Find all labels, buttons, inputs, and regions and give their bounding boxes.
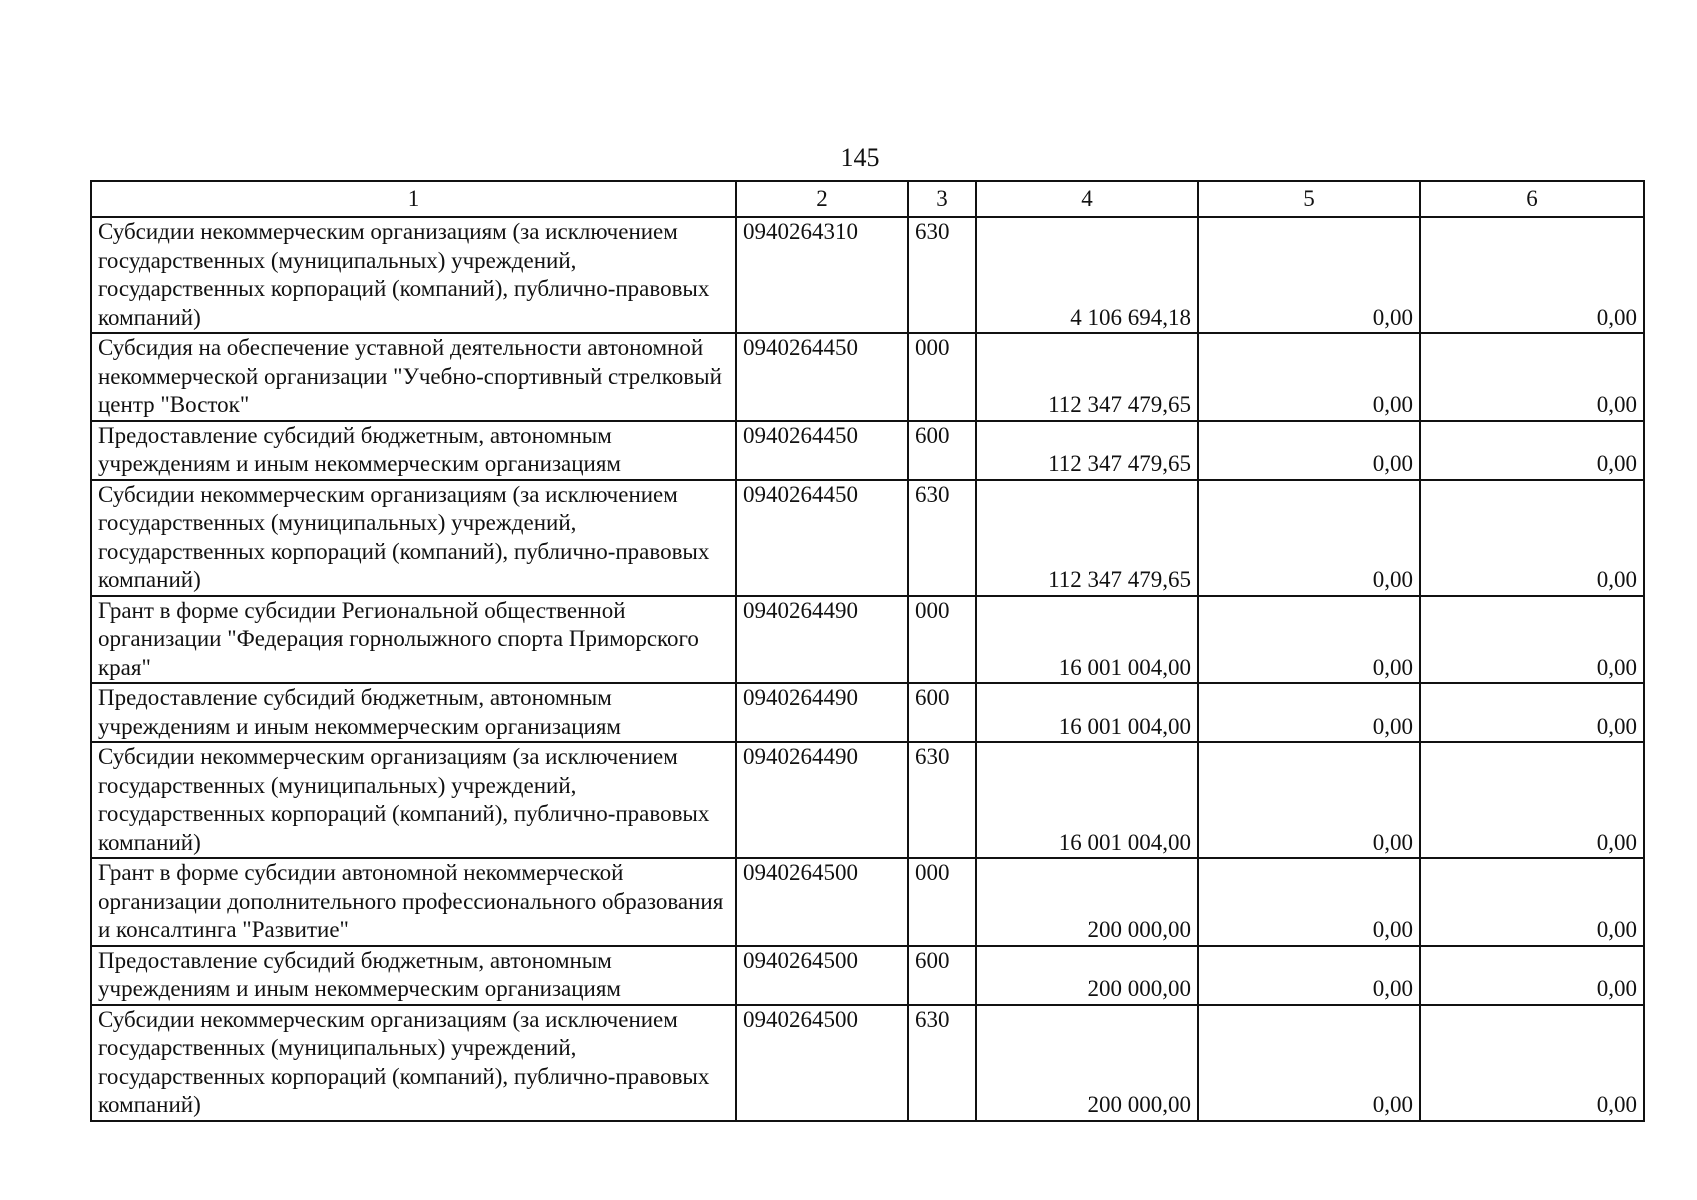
table-row [91, 596, 1644, 684]
row-expense-type: 630 [908, 742, 976, 858]
row-expense-type: 000 [908, 858, 976, 946]
table-row [91, 217, 1644, 333]
table-row [91, 333, 1644, 421]
header-col-6: 6 [1420, 181, 1644, 217]
row-name: Субсидии некоммерческим организациям (за исключением государственных (муниципальных) учреждений, государственных корпораций (компаний), публично-правовых компаний) [91, 480, 736, 596]
table-row [91, 480, 1644, 596]
row-amount-col5: 0,00 [1198, 742, 1420, 858]
row-amount-col5: 0,00 [1198, 858, 1420, 946]
row-amount-col4: 16 001 004,00 [976, 596, 1198, 684]
budget-table [90, 180, 1645, 1122]
row-expense-type: 600 [908, 421, 976, 480]
row-amount-col4: 200 000,00 [976, 1005, 1198, 1121]
header-col-4: 4 [976, 181, 1198, 217]
row-amount-col6: 0,00 [1420, 683, 1644, 742]
row-expense-type: 630 [908, 1005, 976, 1121]
table-row [91, 946, 1644, 1005]
row-amount-col6: 0,00 [1420, 742, 1644, 858]
row-amount-col6: 0,00 [1420, 946, 1644, 1005]
table-row [91, 1005, 1644, 1121]
row-code: 0940264450 [736, 333, 908, 421]
row-amount-col5: 0,00 [1198, 421, 1420, 480]
row-expense-type: 630 [908, 217, 976, 333]
header-col-5: 5 [1198, 181, 1420, 217]
row-name: Субсидии некоммерческим организациям (за исключением государственных (муниципальных) учреждений, государственных корпораций (компаний), публично-правовых компаний) [91, 217, 736, 333]
row-amount-col5: 0,00 [1198, 217, 1420, 333]
row-amount-col4: 16 001 004,00 [976, 683, 1198, 742]
row-amount-col5: 0,00 [1198, 596, 1420, 684]
row-code: 0940264500 [736, 946, 908, 1005]
table-row [91, 858, 1644, 946]
row-code: 0940264500 [736, 858, 908, 946]
row-amount-col5: 0,00 [1198, 946, 1420, 1005]
row-name: Предоставление субсидий бюджетным, автономным учреждениям и иным некоммерческим организациям [91, 683, 736, 742]
row-amount-col4: 200 000,00 [976, 946, 1198, 1005]
row-amount-col4: 112 347 479,65 [976, 333, 1198, 421]
row-name: Предоставление субсидий бюджетным, автономным учреждениям и иным некоммерческим организациям [91, 421, 736, 480]
table-row [91, 683, 1644, 742]
row-amount-col4: 112 347 479,65 [976, 421, 1198, 480]
row-amount-col4: 16 001 004,00 [976, 742, 1198, 858]
row-amount-col6: 0,00 [1420, 1005, 1644, 1121]
row-amount-col6: 0,00 [1420, 333, 1644, 421]
table-row [91, 742, 1644, 858]
row-amount-col6: 0,00 [1420, 217, 1644, 333]
row-amount-col5: 0,00 [1198, 480, 1420, 596]
row-amount-col5: 0,00 [1198, 333, 1420, 421]
table-row [91, 421, 1644, 480]
header-col-2: 2 [736, 181, 908, 217]
header-col-3: 3 [908, 181, 976, 217]
row-name: Грант в форме субсидии Региональной общественной организации "Федерация горнолыжного спорта Приморского края" [91, 596, 736, 684]
row-amount-col6: 0,00 [1420, 480, 1644, 596]
row-amount-col5: 0,00 [1198, 683, 1420, 742]
row-amount-col6: 0,00 [1420, 596, 1644, 684]
row-expense-type: 600 [908, 946, 976, 1005]
row-code: 0940264310 [736, 217, 908, 333]
row-code: 0940264490 [736, 683, 908, 742]
header-row [91, 181, 1644, 217]
row-code: 0940264450 [736, 480, 908, 596]
row-code: 0940264450 [736, 421, 908, 480]
row-expense-type: 630 [908, 480, 976, 596]
row-name: Предоставление субсидий бюджетным, автономным учреждениям и иным некоммерческим организациям [91, 946, 736, 1005]
row-code: 0940264500 [736, 1005, 908, 1121]
row-amount-col5: 0,00 [1198, 1005, 1420, 1121]
row-name: Субсидии некоммерческим организациям (за исключением государственных (муниципальных) учреждений, государственных корпораций (компаний), публично-правовых компаний) [91, 1005, 736, 1121]
header-col-1: 1 [91, 181, 736, 217]
row-amount-col6: 0,00 [1420, 421, 1644, 480]
page-number: 145 [840, 143, 880, 172]
row-code: 0940264490 [736, 596, 908, 684]
row-name: Субсидии некоммерческим организациям (за исключением государственных (муниципальных) учреждений, государственных корпораций (компаний), публично-правовых компаний) [91, 742, 736, 858]
row-code: 0940264490 [736, 742, 908, 858]
row-expense-type: 600 [908, 683, 976, 742]
row-name: Грант в форме субсидии автономной некоммерческой организации дополнительного профессионального образования и консалтинга "Развитие" [91, 858, 736, 946]
row-name: Субсидия на обеспечение уставной деятельности автономной некоммерческой организации "Учебно-спортивный стрелковый центр "Восток" [91, 333, 736, 421]
row-expense-type: 000 [908, 596, 976, 684]
row-amount-col6: 0,00 [1420, 858, 1644, 946]
row-expense-type: 000 [908, 333, 976, 421]
row-amount-col4: 200 000,00 [976, 858, 1198, 946]
row-amount-col4: 4 106 694,18 [976, 217, 1198, 333]
row-amount-col4: 112 347 479,65 [976, 480, 1198, 596]
